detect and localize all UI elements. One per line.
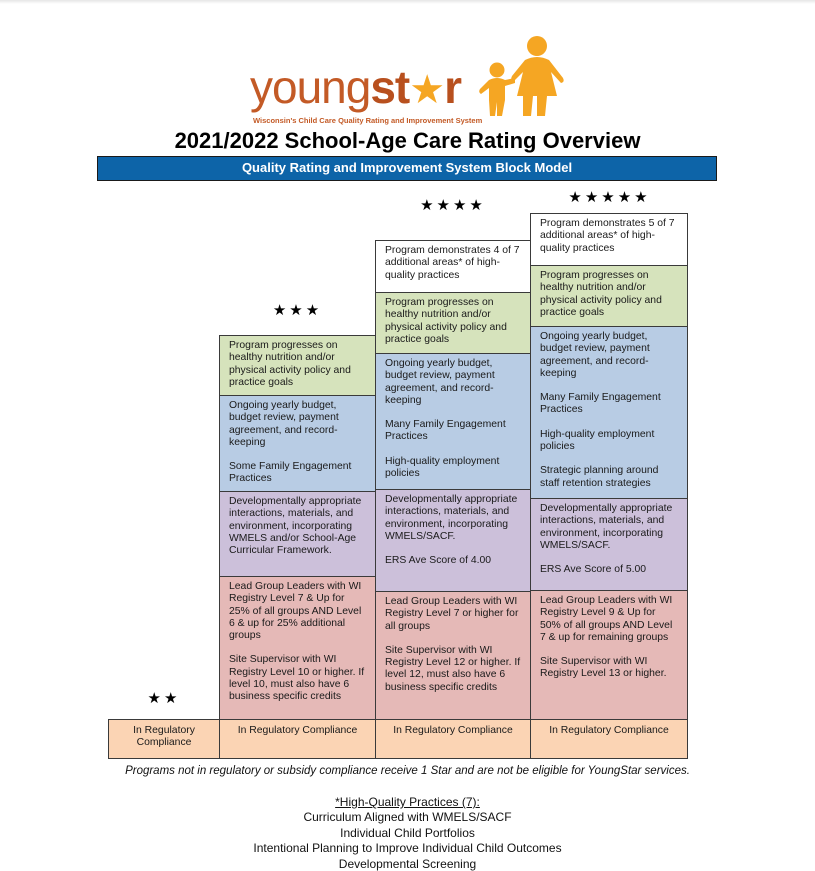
high-quality-practices-list bbox=[0, 795, 815, 871]
practice-item: Curriculum Aligned with WMELS/SACF bbox=[303, 810, 512, 825]
rating-2-compliance-block bbox=[108, 719, 220, 759]
rating-3-learning-block bbox=[219, 491, 376, 577]
learning-environment-text: Developmentally appropriate interactions, materials, and environment, incorporating WMELS/SACF. bbox=[385, 494, 518, 542]
ers-score-text: ERS Ave Score of 5.00 bbox=[540, 564, 647, 576]
budget-text: Ongoing yearly budget, budget review, payment agreement, and record-keeping bbox=[385, 358, 495, 406]
rating-4-staff-block bbox=[375, 591, 531, 720]
one-star-footnote: Programs not in regulatory or subsidy compliance receive 1 Star and are not be eligible for YoungStar services. bbox=[125, 765, 690, 777]
block-model-banner: Quality Rating and Improvement System Block Model bbox=[97, 156, 717, 181]
family-engagement-text: Many Family Engagement Practices bbox=[385, 419, 506, 443]
practice-item: Individual Child Portfolios bbox=[340, 825, 475, 840]
youngstar-logo bbox=[250, 34, 570, 124]
rating-5-stars: ★★★★★ bbox=[568, 189, 651, 206]
budget-text: Ongoing yearly budget, budget review, payment agreement, and record-keeping bbox=[540, 331, 650, 379]
site-supervisor-text: Site Supervisor with WI Registry Level 10 or higher. If level 10, must also have 6 business specific credits bbox=[229, 654, 365, 703]
learning-environment-text: Developmentally appropriate interactions, materials, and environment, incorporating WMELS/SACF. bbox=[540, 503, 673, 551]
staff-retention-text: Strategic planning around staff retention strategies bbox=[540, 465, 659, 489]
page-top-shadow bbox=[0, 0, 815, 4]
compliance-text: In Regulatory Compliance bbox=[133, 725, 195, 749]
logo-subtitle: Wisconsin's Child Care Quality Rating and Improvement System bbox=[253, 116, 483, 125]
nutrition-text: Program progresses on healthy nutrition and/or physical activity policy and practice goals bbox=[540, 270, 662, 318]
rating-4-business-block bbox=[375, 353, 531, 490]
rating-3-compliance-block bbox=[219, 719, 376, 759]
rating-4-stars: ★★★★ bbox=[420, 197, 486, 214]
site-supervisor-text: Site Supervisor with WI Registry Level 12 or higher. If level 12, must also have 6 business specific credits bbox=[385, 644, 521, 693]
logo-word-young: young bbox=[250, 61, 371, 113]
rating-3-nutrition-block bbox=[219, 335, 376, 396]
rating-4-learning-block bbox=[375, 489, 531, 592]
learning-environment-text: Developmentally appropriate interactions, materials, and environment, incorporating WMELS and/or School-Age Curricular Framework. bbox=[229, 496, 362, 557]
employment-policies-text: High-quality employment policies bbox=[540, 428, 655, 453]
ers-score-text: ERS Ave Score of 4.00 bbox=[385, 555, 492, 567]
logo-word-r: r bbox=[444, 61, 462, 113]
rating-3-business-block bbox=[219, 395, 376, 492]
rating-4-practices-block bbox=[375, 240, 531, 293]
logo-star-icon: ★ bbox=[409, 68, 445, 112]
rating-3-stars: ★★★ bbox=[272, 302, 323, 319]
employment-policies-text: High-quality employment policies bbox=[385, 455, 500, 480]
rating-5-staff-block bbox=[530, 590, 688, 720]
compliance-text: In Regulatory Compliance bbox=[237, 725, 358, 736]
logo-wordmark bbox=[250, 61, 462, 113]
group-leaders-text: Lead Group Leaders with WI Registry Level 7 or higher for all groups bbox=[385, 596, 519, 632]
rating-5-nutrition-block bbox=[530, 265, 688, 327]
rating-5-practices-block bbox=[530, 213, 688, 266]
page-title: 2021/2022 School-Age Care Rating Overview bbox=[174, 128, 641, 153]
rating-5-learning-block bbox=[530, 498, 688, 591]
practice-item: Intentional Planning to Improve Individual Child Outcomes bbox=[253, 841, 562, 856]
nutrition-text: Program progresses on healthy nutrition and/or physical activity policy and practice goals bbox=[385, 297, 507, 345]
site-supervisor-text: Site Supervisor with WI Registry Level 13 or higher. bbox=[540, 656, 667, 680]
group-leaders-text: Lead Group Leaders with WI Registry Level 9 & Up for 50% of all groups AND Level 7 & up for remaining groups bbox=[540, 595, 673, 643]
rating-4-compliance-block bbox=[375, 719, 531, 759]
parent-child-figures-icon bbox=[465, 34, 570, 116]
high-quality-practices-title: *High-Quality Practices (7): bbox=[335, 795, 480, 809]
compliance-text: In Regulatory Compliance bbox=[393, 725, 513, 736]
rating-4-nutrition-block bbox=[375, 292, 531, 354]
high-quality-practices-text: Program demonstrates 5 of 7 additional areas* of high-quality practices bbox=[540, 218, 675, 254]
group-leaders-text: Lead Group Leaders with WI Registry Level 7 & Up for 25% of all groups AND Level 6 & up for 25% additional groups bbox=[229, 581, 362, 642]
rating-5-compliance-block bbox=[530, 719, 688, 759]
compliance-text: In Regulatory Compliance bbox=[549, 725, 669, 736]
rating-2-stars: ★★ bbox=[147, 690, 181, 707]
logo-word-st: st bbox=[370, 61, 410, 113]
practice-item: Developmental Screening bbox=[338, 856, 477, 871]
family-engagement-text: Some Family Engagement Practices bbox=[229, 461, 352, 485]
high-quality-practices-text: Program demonstrates 4 of 7 additional areas* of high-quality practices bbox=[385, 245, 520, 281]
budget-text: Ongoing yearly budget, budget review, payment agreement, and record-keeping bbox=[229, 400, 339, 448]
rating-3-staff-block bbox=[219, 576, 376, 720]
rating-5-business-block bbox=[530, 326, 688, 499]
family-engagement-text: Many Family Engagement Practices bbox=[540, 392, 661, 416]
nutrition-text: Program progresses on healthy nutrition and/or physical activity policy and practice goals bbox=[229, 340, 351, 388]
